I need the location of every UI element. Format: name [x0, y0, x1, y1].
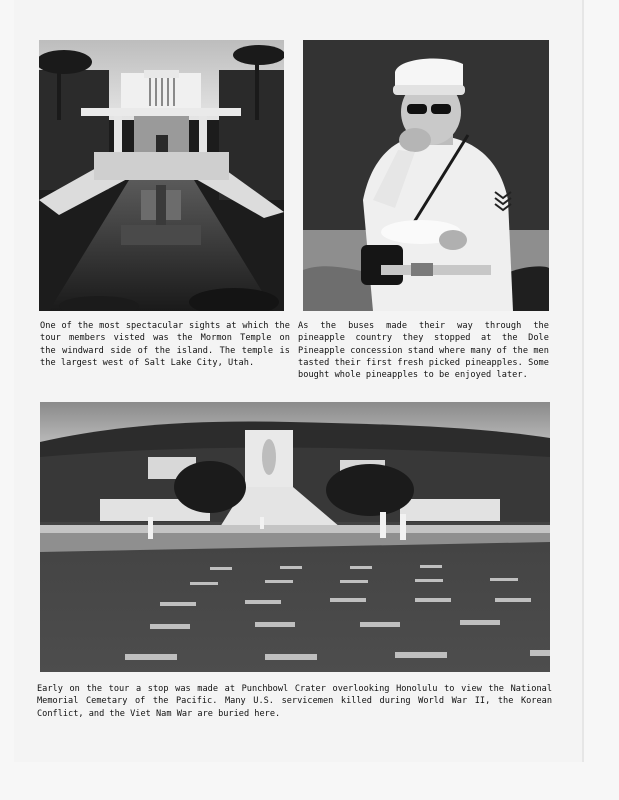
cemetery-photo — [40, 402, 550, 672]
cemetery-image — [40, 402, 550, 672]
punchbowl-caption: Early on the tour a stop was made at Punchbowl Crater overlooking Honolulu to view the National Memorial Cemetary of the Pacific. Many U.S. servicemen killed during World War II, the Korean Conflict, and the Viet Nam War are buried here. — [37, 684, 552, 719]
sailor-photo — [303, 40, 549, 311]
temple-caption: One of the most spectacular sights at which the tour members visted was the Mormon Temple on the windward side of the island. The temple is the largest west of Salt Lake City, Utah. — [40, 321, 290, 368]
pineapple-caption: As the buses made their way through the pineapple country they stopped at the Dole Pineapple concession stand where many of the men tasted their first fresh picked pineapples. Some bought whole pineapples to be enjoyed later. — [298, 321, 549, 381]
temple-image — [39, 40, 284, 311]
sailor-image — [303, 40, 549, 311]
temple-photo — [39, 40, 284, 311]
